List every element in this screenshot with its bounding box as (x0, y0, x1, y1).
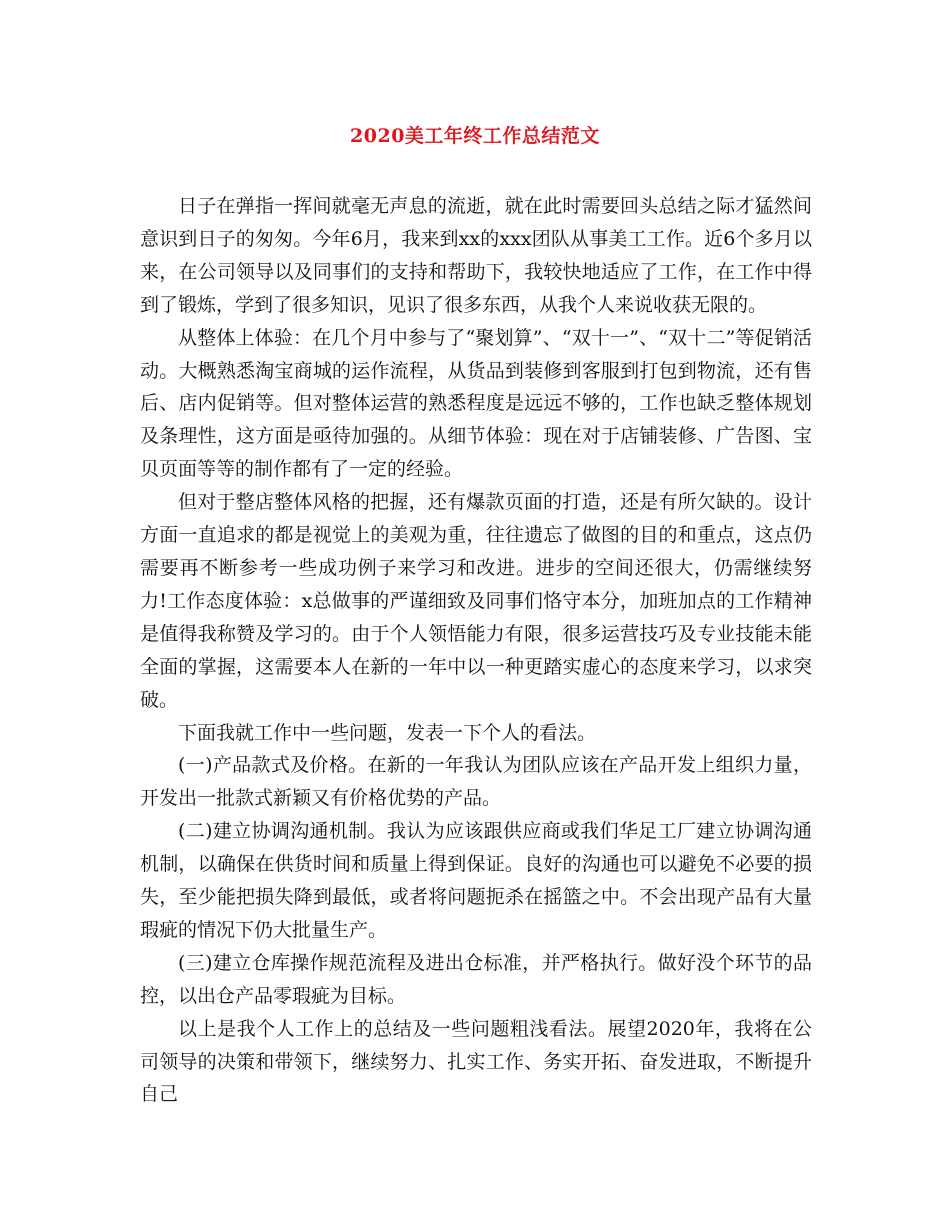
document-title: 2020美工年终工作总结范文 (350, 125, 600, 147)
paragraph-issue-2: (二)建立协调沟通机制。我认为应该跟供应商或我们华足工厂建立协调沟通机制，以确保在供货时间和质量上得到保证。良好的沟通也可以避免不必要的损失，至少能把损失降到最低，或者将问题扼杀在摇篮之中。不会出现产品有大量瑕疵的情况下仍大批量生产。 (140, 820, 812, 941)
paragraph-issue-3: (三)建立仓库操作规范流程及进出仓标准，并严格执行。做好没个环节的品控，以出仓产品零瑕疵为目标。 (140, 951, 812, 1007)
paragraph-design-style: 但对于整店整体风格的把握，还有爆款页面的打造，还是有所欠缺的。设计方面一直追求的都是视觉上的美观为重，往往遗忘了做图的目的和重点，这点仍需要再不断参考一些成功例子来学习和改进。进步的空间还很大，仍需继续努力!工作态度体验：x总做事的严谨细致及同事们恪守本分，加班加点的工作精神是值得我称赞及学习的。由于个人领悟能力有限，很多运营技巧及专业技能未能全面的掌握，这需要本人在新的一年中以一种更踏实虚心的态度来学习，以求突破。 (140, 491, 812, 711)
paragraph-issue-1: (一)产品款式及价格。在新的一年我认为团队应该在产品开发上组织力量，开发出一批款式新颖又有价格优势的产品。 (140, 754, 812, 810)
paragraph-conclusion: 以上是我个人工作上的总结及一些问题粗浅看法。展望2020年，我将在公司领导的决策和带领下，继续努力、扎实工作、务实开拓、奋发进取，不断提升自己 (140, 1017, 812, 1106)
paragraph-intro: 日子在弹指一挥间就毫无声息的流逝，就在此时需要回头总结之际才猛然间意识到日子的匆匆。今年6月，我来到xx的xxx团队从事美工工作。近6个多月以来，在公司领导以及同事们的支持和帮助下，我较快地适应了工作，在工作中得到了锻炼，学到了很多知识，见识了很多东西，从我个人来说收获无限的。 (140, 195, 812, 316)
document-body (140, 190, 812, 1111)
paragraph-issues-intro: 下面我就工作中一些问题，发表一下个人的看法。 (178, 721, 597, 744)
paragraph-overall-experience: 从整体上体验：在几个月中参与了“聚划算”、“双十一”、“双十二”等促销活动。大概熟悉淘宝商城的运作流程，从货品到装修到客服到打包到物流，还有售后、店内促销等。但对整体运营的熟悉程度是远远不够的，工作也缺乏整体规划及条理性，这方面是亟待加强的。从细节体验：现在对于店铺装修、广告图、宝贝页面等等的制作都有了一定的经验。 (140, 326, 812, 481)
